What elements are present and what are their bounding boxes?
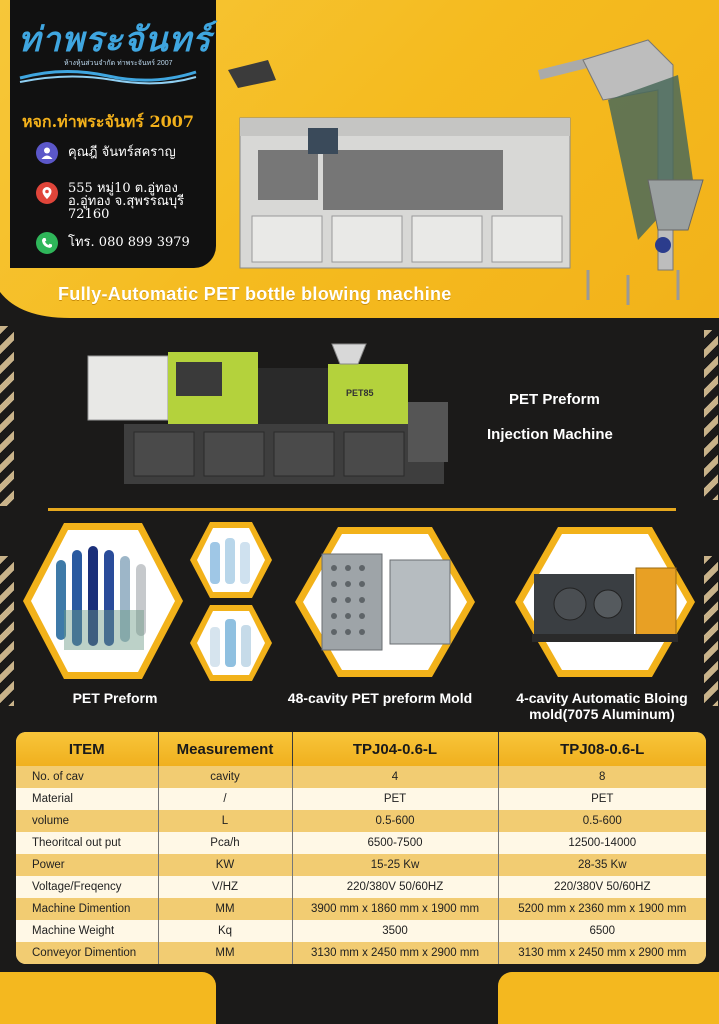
- bottles-hexagon-image-top: [188, 520, 274, 600]
- cell-item: Material: [16, 788, 158, 810]
- cell-tpj04: 3130 mm x 2450 mm x 2900 mm: [292, 942, 498, 964]
- cell-tpj08: 0.5-600: [498, 810, 706, 832]
- cell-tpj08: 5200 mm x 2360 mm x 1900 mm: [498, 898, 706, 920]
- cell-item: volume: [16, 810, 158, 832]
- contact-address: [36, 182, 184, 221]
- cell-item: Conveyor Dimention: [16, 942, 158, 964]
- footer-bar-left: [0, 972, 216, 1024]
- section-divider: [48, 508, 676, 511]
- cell-tpj04: 4: [292, 766, 498, 788]
- cell-tpj08: 28-35 Kw: [498, 854, 706, 876]
- cell-item: Power: [16, 854, 158, 876]
- caption-blowing-mold-line2: mold(7075 Aluminum): [529, 706, 675, 722]
- header-measurement: Measurement: [158, 732, 292, 766]
- header-item: ITEM: [16, 732, 158, 766]
- caption-pet-preform: PET Preform: [72, 690, 158, 706]
- hazard-stripe-left-lower: [0, 556, 14, 706]
- cell-measurement: MM: [158, 942, 292, 964]
- table-row: [16, 810, 706, 832]
- cell-tpj08: PET: [498, 788, 706, 810]
- phone-icon: [36, 232, 58, 254]
- spec-table: [16, 732, 706, 964]
- address-line-2: อ.อู่ทอง จ.สุพรรณบุรี: [68, 194, 185, 209]
- cell-tpj04: 3500: [292, 920, 498, 942]
- cell-tpj08: 12500-14000: [498, 832, 706, 854]
- cell-item: Machine Dimention: [16, 898, 158, 920]
- caption-blowing-mold: [500, 690, 704, 722]
- cell-tpj04: 15-25 Kw: [292, 854, 498, 876]
- caption-preform-mold: 48-cavity PET preform Mold: [287, 690, 473, 706]
- injection-machine-image: [84, 338, 454, 490]
- cell-item: Voltage/Freqency: [16, 876, 158, 898]
- cell-tpj04: 220/380V 50/60HZ: [292, 876, 498, 898]
- cell-tpj08: 6500: [498, 920, 706, 942]
- injection-title-line2: Injection Machine: [487, 426, 613, 443]
- bottles-hexagon-image-bottom: [188, 603, 274, 683]
- machine-badge: PET85: [346, 388, 374, 398]
- cell-tpj04: PET: [292, 788, 498, 810]
- spec-table-header: [16, 732, 706, 766]
- cell-item: No. of cav: [16, 766, 158, 788]
- company-name: หจก.ท่าพระจันทร์ 2007: [22, 112, 194, 131]
- contact-phone: [36, 232, 190, 254]
- location-pin-icon: [36, 182, 58, 204]
- cell-tpj08: 220/380V 50/60HZ: [498, 876, 706, 898]
- hazard-stripe-right-lower: [704, 556, 718, 706]
- address-line-1: 555 หมู่10 ต.อู่ทอง: [68, 181, 178, 196]
- contact-phone-number: โทร. 080 899 3979: [68, 235, 190, 250]
- brand-subtitle: ห้างหุ้นส่วนจำกัด ท่าพระจันทร์ 2007: [64, 60, 173, 67]
- contact-person: [36, 142, 176, 164]
- table-row: [16, 854, 706, 876]
- cell-measurement: L: [158, 810, 292, 832]
- cell-item: Machine Weight: [16, 920, 158, 942]
- preform-hexagon-image: [20, 520, 186, 682]
- caption-blowing-mold-line1: 4-cavity Automatic Bloing: [516, 690, 688, 706]
- brand-logo: ท่าพระจันทร์: [18, 20, 212, 60]
- table-row: [16, 898, 706, 920]
- mold-hexagon-image: [292, 524, 478, 680]
- compressor-hexagon-image: [512, 524, 698, 680]
- table-row: [16, 766, 706, 788]
- cell-measurement: Pca/h: [158, 832, 292, 854]
- contact-person-name: คุณฎี จันทร์สคราญ: [68, 145, 176, 160]
- header-model-tpj08: TPJ08-0.6-L: [498, 732, 706, 766]
- cell-tpj04: 6500-7500: [292, 832, 498, 854]
- table-row: [16, 788, 706, 810]
- cell-tpj08: 8: [498, 766, 706, 788]
- hazard-stripe-left: [0, 326, 14, 506]
- footer-bar-right: [498, 972, 719, 1024]
- table-row: [16, 920, 706, 942]
- table-row: [16, 876, 706, 898]
- cell-measurement: MM: [158, 898, 292, 920]
- table-row: [16, 832, 706, 854]
- blow-machine-title: Fully-Automatic PET bottle blowing machine: [58, 284, 452, 304]
- person-icon: [36, 142, 58, 164]
- header-model-tpj04: TPJ04-0.6-L: [292, 732, 498, 766]
- cell-tpj08: 3130 mm x 2450 mm x 2900 mm: [498, 942, 706, 964]
- hazard-stripe-right: [704, 330, 718, 500]
- cell-measurement: V/HZ: [158, 876, 292, 898]
- cell-measurement: Kq: [158, 920, 292, 942]
- cell-measurement: /: [158, 788, 292, 810]
- cell-tpj04: 3900 mm x 1860 mm x 1900 mm: [292, 898, 498, 920]
- cell-tpj04: 0.5-600: [292, 810, 498, 832]
- cell-measurement: KW: [158, 854, 292, 876]
- injection-title-line1: PET Preform: [509, 391, 600, 408]
- cell-item: Theoritcal out put: [16, 832, 158, 854]
- table-row: [16, 942, 706, 964]
- cell-measurement: cavity: [158, 766, 292, 788]
- address-line-3: 72160: [68, 207, 110, 222]
